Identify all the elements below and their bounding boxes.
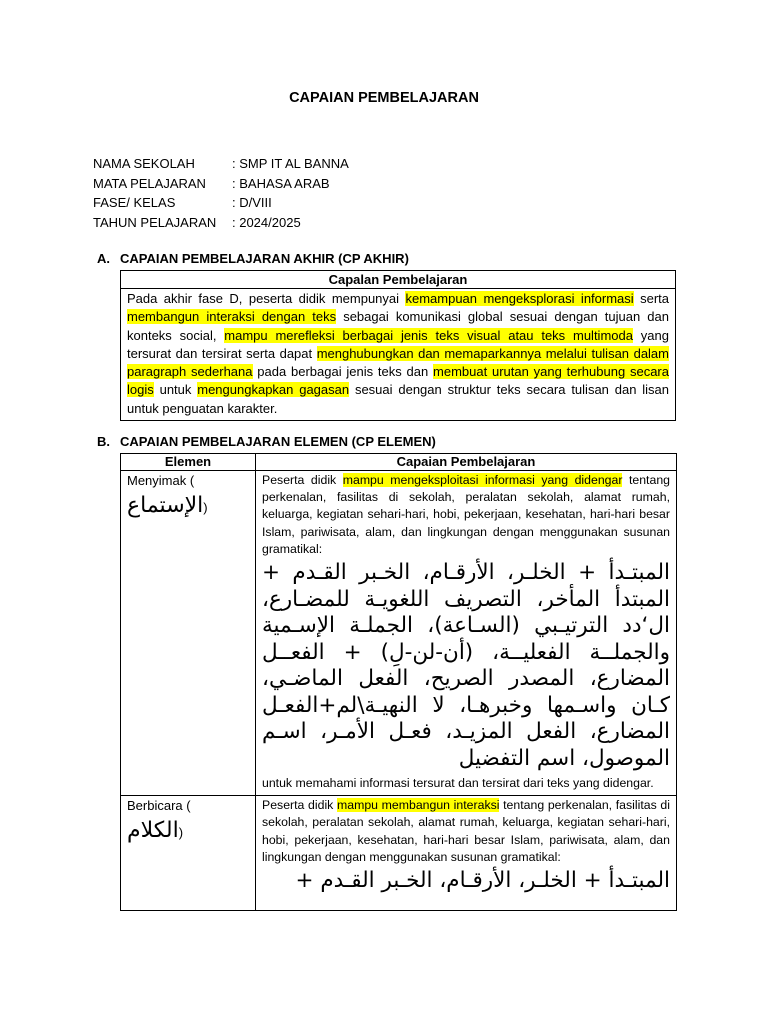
column-header-capaian: Capaian Pembelajaran [256,454,677,471]
info-row [93,195,349,215]
highlighted-text: mengungkapkan gagasan [197,382,350,398]
cp-elemen-table [120,453,677,911]
capaian-outro: untuk memahami informasi tersurat dan tersirat dari teks yang didengar. [262,776,654,791]
elemen-label: Berbicara ( [127,798,191,814]
text-run: untuk [153,382,198,398]
page-title: CAPAIAN PEMBELAJARAN [289,90,479,106]
section-letter: B. [97,434,110,449]
section-a-heading [97,251,409,266]
highlighted-text: menghubungkan dan memaparkannya melalui tulisan dalam paragraph sederhana [127,345,669,380]
text-run: Peserta didik [262,798,337,813]
highlighted-text: membangun interaksi dengan teks [127,309,337,325]
highlighted-text: mampu mengeksploitasi informasi yang didengar [342,473,623,487]
info-key: MATA PELAJARAN [93,175,206,191]
capaian-intro [262,797,670,866]
table-row [121,471,677,796]
cp-akhir-table [120,270,676,421]
highlighted-text: mampu merefleksi berbagai jenis teks visual atau teks multimoda [224,327,633,343]
elemen-arabic: الإستماع [127,493,204,518]
info-value: : SMP IT AL BANNA [232,156,349,171]
column-header-elemen: Elemen [121,454,256,471]
elemen-label: Menyimak ( [127,473,195,488]
elemen-cell [121,471,256,796]
info-row [93,176,349,196]
elemen-cell [121,796,256,911]
info-value: : 2024/2025 [232,214,301,230]
text-run: tentang perkenalan, fasilitas di sekolah, peralatan sekolah, alamat rumah, keluarga, kegiatan sehari-hari, hobi, pekerjaan, kesehatan, hari-hari besar Islam, pariwisata, alam, dan lingkungan dengan menggunakan susunan gramatikal: [262,798,670,864]
elemen-close: ) [203,500,208,515]
text-run: sebagai komunikasi global sesuai dengan tujuan dan konteks social, [127,309,669,343]
info-key: TAHUN PELAJARAN [93,214,217,230]
text-run: pada berbagai jenis teks dan [252,364,434,380]
info-key: NAMA SEKOLAH [93,156,195,171]
text-run: tentang perkenalan, fasilitas di sekolah, peralatan sekolah, alamat rumah, keluarga, kegiatan sehari-hari, hobi, pekerjaan, kesehatan, hari-hari besar Islam, pariwisata, alam, dan lingkungan dengan menggunakan susunan gramatikal: [262,473,670,556]
arabic-grammar: المبتـدأ + الخلـر، الأرقـام، الخـبر القـدم + [295,868,670,894]
info-value: : D/VIII [232,195,272,210]
section-title: CAPAIAN PEMBELAJARAN AKHIR (CP AKHIR) [120,251,409,266]
elemen-close: ) [178,825,184,841]
text-run: Pada akhir fase D, peserta didik mempunyai [127,291,406,306]
info-row [93,156,349,176]
text-run: serta [633,291,670,306]
capaian-cell [256,471,677,796]
cp-akhir-paragraph [121,289,676,421]
school-info [93,156,349,234]
highlighted-text: membuat urutan yang terhubung secara logis [127,364,669,398]
table-header: Capalan Pembelajaran [121,271,676,289]
text-run: sesuai dengan struktur teks secara tulisan dan lisan untuk penguatan karakter. [127,382,670,416]
arabic-grammar: المبتـدأ + الخلـر، الأرقـام، الخـبر القـدم + المبتدأ المأخر، التصريف اللغويـة للمضـارع، ال‘دد الترتيـبي (السـاعة)، الجملـة الإسـمية والجملــة الفعليــة، (أن-لن-لِ) + الفعــل المضارع، المصدر الصريح، الفعل الماضـي، كـان واسـمها وخبرهـا، لا النهيـة\لم+الفعـل المضارع، الفعل المزيـد، فعـل الأمـر، اسـم الموصول، اسم التفضيل [262,560,670,771]
info-row [93,215,349,235]
capaian-cell [256,796,677,911]
info-value: : BAHASA ARAB [232,175,330,191]
capaian-intro [262,472,670,558]
highlighted-text: mampu membangun interaksi [337,798,500,813]
section-title: CAPAIAN PEMBELAJARAN ELEMEN (CP ELEMEN) [120,434,436,449]
text-run: yang tersurat dan tersirat serta dapat [127,327,669,361]
info-key: FASE/ KELAS [93,195,176,210]
elemen-arabic: الكلام [127,818,179,844]
text-run: Peserta didik [262,473,343,487]
highlighted-text: kemampuan mengeksplorasi informasi [405,291,634,306]
section-letter: A. [97,251,110,266]
table-row [121,796,677,911]
section-b-heading [97,434,436,449]
